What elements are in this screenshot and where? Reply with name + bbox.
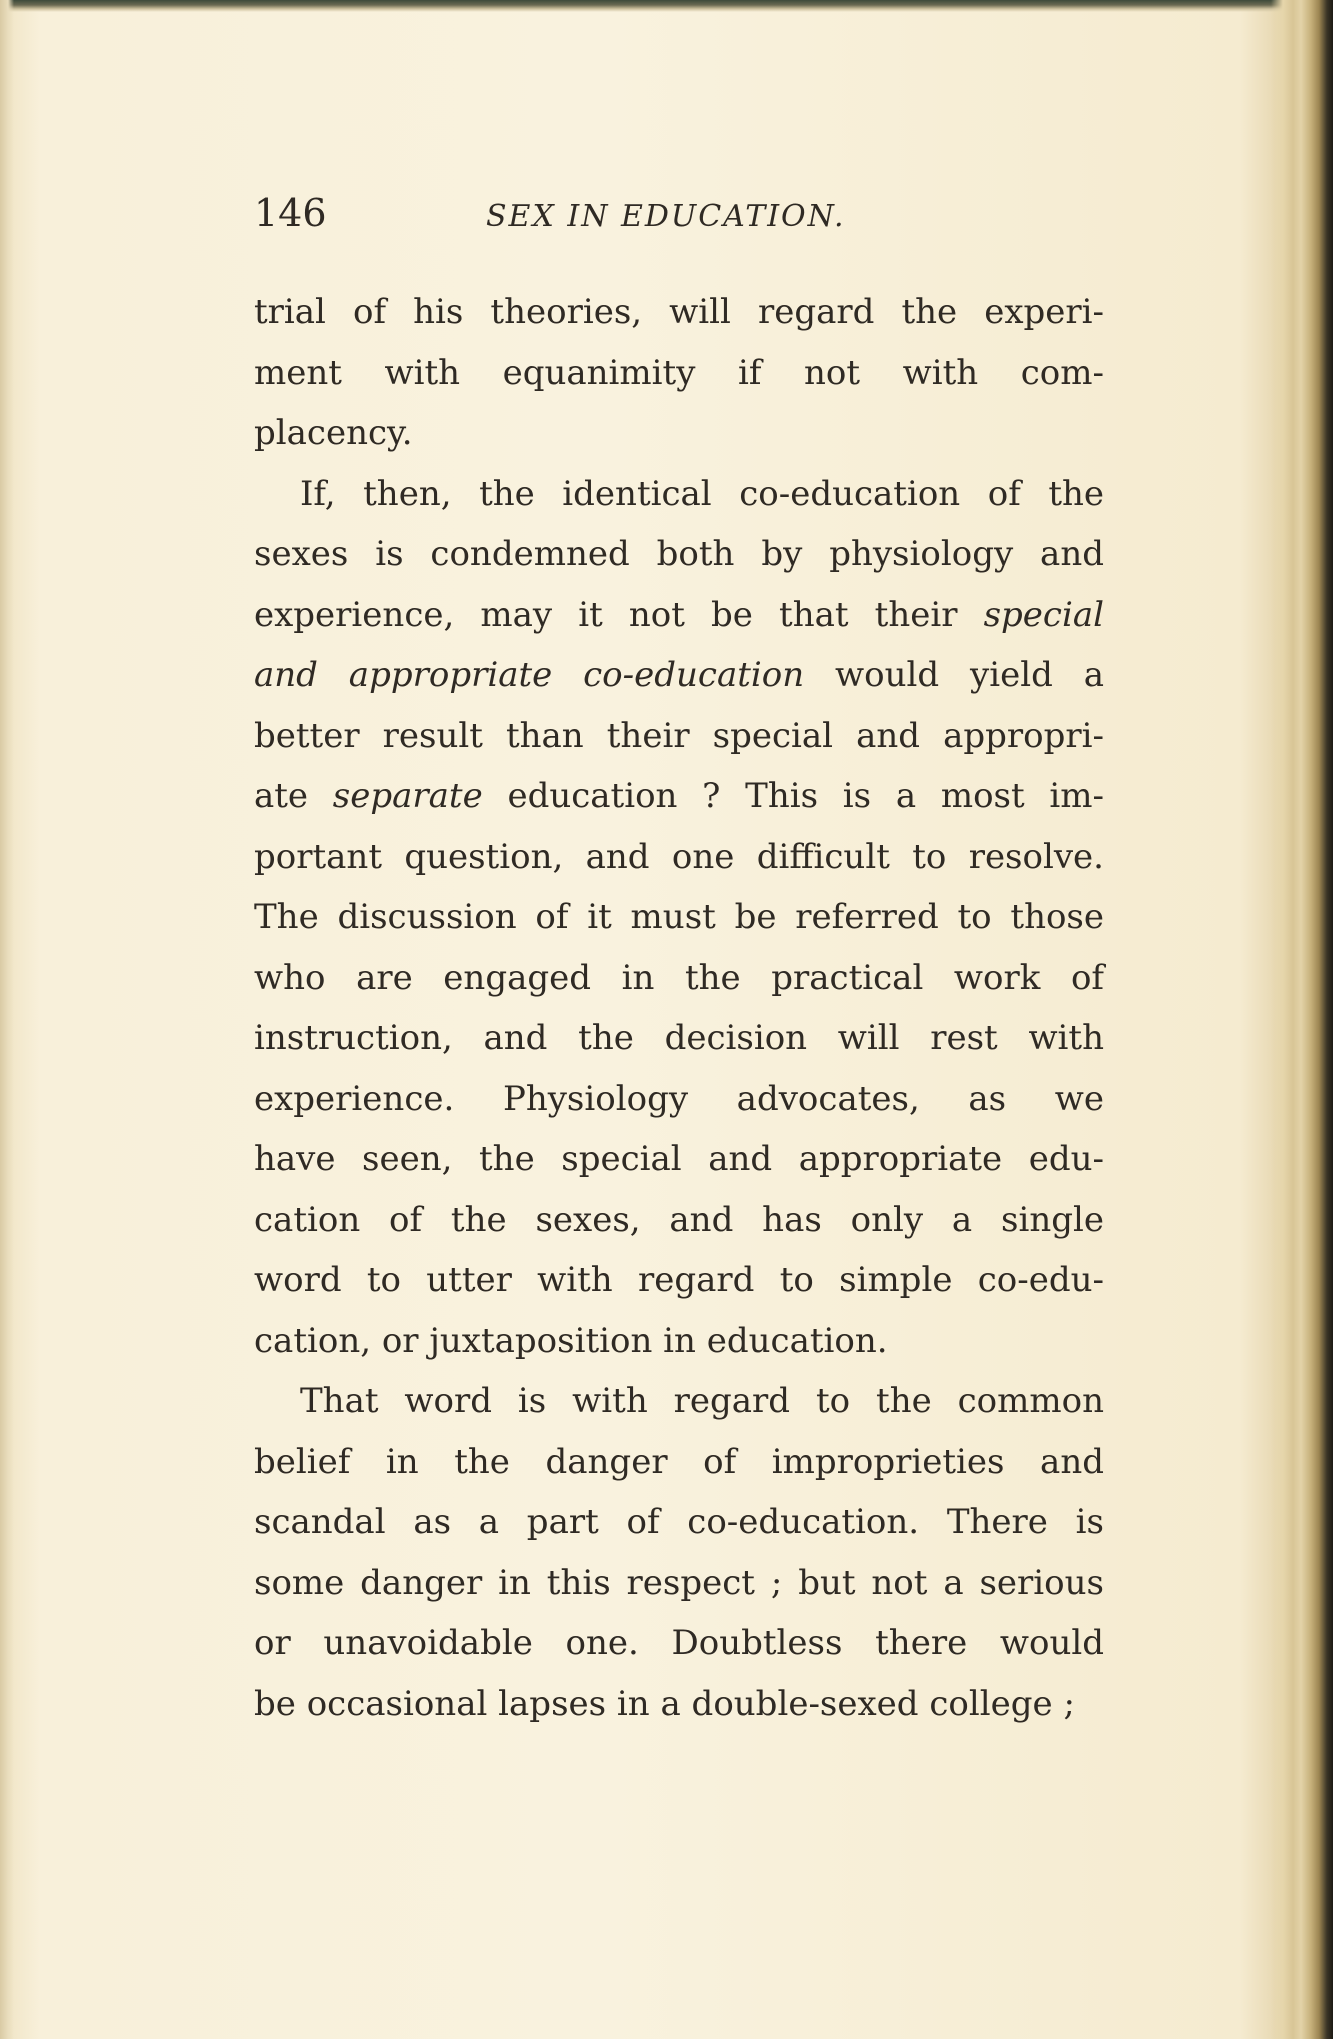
italic-span: separate	[332, 776, 483, 816]
text-span: portant question, and one difficult to resolve.	[254, 836, 1104, 877]
italic-span: and appropriate co-education	[254, 655, 805, 695]
right-binding-edge	[1271, 0, 1333, 2039]
text-line	[254, 282, 1104, 343]
text-line	[254, 1069, 1104, 1130]
text-span: instruction, and the decision will rest with	[254, 1018, 1104, 1058]
text-line	[254, 706, 1104, 767]
paragraph	[254, 282, 1104, 464]
text-span: be occasional lapses in a double-sexed college ;	[254, 1683, 1075, 1724]
text-span: If, then, the identical co-education of the	[300, 473, 1104, 514]
text-line	[254, 1674, 1104, 1735]
italic-span: special	[983, 594, 1104, 635]
text-line	[254, 948, 1104, 1009]
text-span: ate	[254, 776, 333, 816]
text-line	[254, 464, 1104, 525]
page-content	[254, 190, 1104, 1734]
text-span: better result than their special and appropri-	[254, 715, 1104, 756]
text-line	[254, 1553, 1104, 1614]
text-line	[254, 1432, 1104, 1493]
text-span: belief in the danger of improprieties and	[254, 1441, 1104, 1482]
text-span: would yield a	[804, 655, 1104, 695]
text-span: cation, or juxtaposition in education.	[254, 1320, 888, 1361]
text-span: ment with equanimity if not with com-	[254, 352, 1104, 393]
text-span: trial of his theories, will regard the experi-	[254, 292, 1104, 332]
text-line	[254, 645, 1104, 706]
text-line	[254, 403, 1104, 464]
top-cover-edge	[0, 0, 1333, 12]
text-span: some danger in this respect ; but not a serious	[254, 1562, 1104, 1603]
running-title: SEX IN EDUCATION.	[486, 199, 846, 234]
text-line	[254, 1190, 1104, 1251]
text-line	[254, 343, 1104, 404]
text-span: who are engaged in the practical work of	[254, 957, 1104, 998]
paragraph	[254, 464, 1104, 1372]
text-line	[254, 1129, 1104, 1190]
page-number: 146	[254, 191, 327, 235]
text-line	[254, 1371, 1104, 1432]
text-span: or unavoidable one. Doubtless there would	[254, 1623, 1104, 1663]
text-span: The discussion of it must be referred to those	[254, 897, 1104, 937]
body-text	[254, 282, 1104, 1734]
text-line	[254, 1311, 1104, 1372]
text-span: That word is with regard to the common	[300, 1381, 1104, 1421]
text-line	[254, 1250, 1104, 1311]
running-head	[254, 190, 1104, 246]
text-span: scandal as a part of co-education. There is	[254, 1502, 1104, 1542]
text-span: placency.	[254, 413, 413, 453]
text-span: have seen, the special and appropriate edu-	[254, 1139, 1104, 1179]
text-line	[254, 1008, 1104, 1069]
text-line	[254, 524, 1104, 585]
text-line	[254, 766, 1104, 827]
text-span: experience. Physiology advocates, as we	[254, 1078, 1104, 1119]
text-span: cation of the sexes, and has only a single	[254, 1199, 1104, 1240]
text-line	[254, 827, 1104, 888]
text-span: experience, may it not be that their	[254, 594, 984, 635]
paragraph	[254, 1371, 1104, 1734]
text-span: sexes is condemned both by physiology and	[254, 534, 1104, 574]
text-span: education ? This is a most im-	[482, 776, 1104, 816]
text-line	[254, 887, 1104, 948]
left-page-edge	[0, 0, 14, 2039]
text-line	[254, 1613, 1104, 1674]
text-line	[254, 585, 1104, 646]
text-line	[254, 1492, 1104, 1553]
text-span: word to utter with regard to simple co-edu-	[254, 1260, 1104, 1300]
